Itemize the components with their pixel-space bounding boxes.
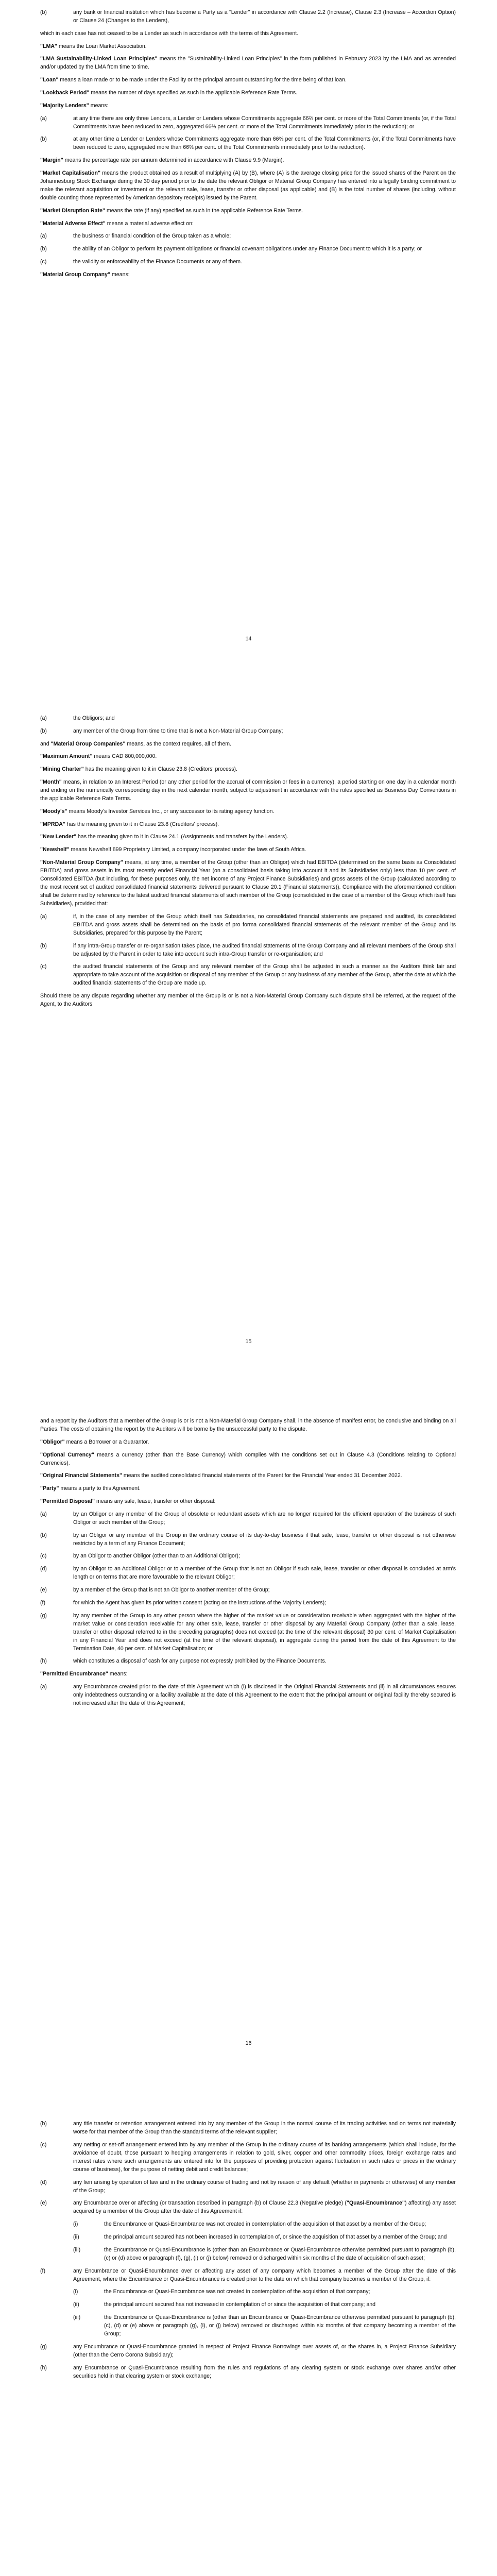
paragraph-text: any netting or set-off arrangement entered into by any member of the Group in the ordinary course of its banking arrangements (which shall include, for the avoidance of doubt, those pursuant to hedging arrangements in relation to gold, silver, copper and other commodity prices, foreign exchange rates and interest rates where such arrangements are entered into for the purposes of providing protection against fluctuation in such rates or prices in the ordinary course of business), for the purpose of netting debit and credit balances; — [73, 2141, 456, 2173]
list-item — [40, 114, 456, 131]
list-item — [40, 135, 456, 151]
list-label: (b) — [40, 2121, 47, 2127]
list-text — [73, 962, 456, 987]
list-label: (iii) — [73, 2314, 81, 2320]
list-text — [73, 8, 456, 25]
paragraph-text: means the audited consolidated financial statements of the Parent for the Financial Year ended 31 December 2022. — [122, 1472, 402, 1479]
defined-term: "Mining Charter" — [40, 766, 84, 773]
paragraph-text: means Moody's Investor Services Inc., or any successor to its rating agency function. — [67, 808, 275, 815]
list-text — [104, 2233, 456, 2241]
paragraph-text: any bank or financial institution which has become a Party as a "Lender" in accordance with Clause 2.2 (Increase), Clause 2.3 (Increase – Accordion Option) or Clause 24 (Changes to the Lenders), — [73, 9, 456, 24]
paragraph — [40, 169, 456, 202]
list-label: (c) — [40, 963, 47, 970]
list-item — [40, 2120, 456, 2136]
list-text — [73, 1612, 456, 1653]
defined-term: "Obligor" — [40, 1438, 65, 1445]
paragraph — [40, 29, 456, 38]
paragraph-text: the principal amount secured has not increased in contemplation of or since the acquisition of that company; and — [104, 2301, 376, 2308]
paragraph-text: ) affecting) any asset acquired by a member of the Group after the date of this Agreement if: — [73, 2200, 456, 2215]
list-label: (a) — [40, 913, 47, 920]
list-label: (b) — [40, 136, 47, 143]
paragraph — [40, 89, 456, 97]
paragraph — [40, 807, 456, 816]
paragraph-text: means a material adverse effect on: — [105, 220, 194, 227]
defined-term: "Material Adverse Effect" — [40, 220, 106, 227]
paragraph-text: which in each case has not ceased to be a Lender as such in accordance with the terms of this Agreement. — [40, 30, 299, 37]
paragraph-text: means, as the context requires, all of them. — [125, 740, 231, 747]
paragraph-text: means the percentage rate per annum determined in accordance with Clause 9.9 (Margin). — [63, 157, 284, 164]
defined-term: "Non-Material Group Company" — [40, 859, 124, 866]
list-label: (b) — [40, 1532, 47, 1538]
list-item — [40, 1683, 456, 1707]
paragraph-text: means, in relation to an Interest Period (or any other period for the accrual of commission or fees in a currency), a period starting on one day in a calendar month and ending on the numerically corresponding day in the next calendar month, subject to adjustment in accordance with the rules specified as Business Day Conventions in the applicable Reference Rate Terms. — [40, 778, 456, 802]
paragraph-text: means the rate (if any) specified as such in the applicable Reference Rate Terms. — [105, 207, 303, 214]
list-item — [40, 245, 456, 253]
list-text — [73, 1657, 456, 1665]
paragraph-text: means Newshelf 899 Proprietary Limited, a company incorporated under the laws of South Africa. — [69, 846, 306, 853]
paragraph-text: means a currency (other than the Base Currency) which complies with the conditions set out in Clause 4.3 (Conditions relating to Optional Currencies). — [40, 1451, 456, 1466]
paragraph-text: at any other time a Lender or Lenders whose Commitments aggregate more than 66⅔ per cent. of the Total Commitments (or, if the Total Commitments have been reduced to zero, aggregated more than 66⅔ per cent. of the Total Commitments immediately prior to the reduction). — [73, 136, 456, 151]
list-label: (a) — [40, 1511, 47, 1517]
list-text — [73, 245, 456, 253]
list-label: (b) — [40, 246, 47, 252]
list-text — [73, 1599, 456, 1607]
paragraph-text: at any time there are only three Lenders, a Lender or Lenders whose Commitments aggregate 66⅔ per cent. or more of the Total Commitments (or, if the Total Commitments have been reduced to zero, aggregated 66⅔ per cent. or more of the Total Commitments immediately prior to the reduction); or — [73, 115, 456, 130]
list-item — [40, 258, 456, 266]
text-prefix: any Encumbrance over or affecting (or transaction described in paragraph (b) of Clause 22.3 (Negative pledge) ( — [73, 2200, 347, 2207]
defined-term: "Margin" — [40, 157, 63, 164]
defined-term: "Majority Lenders" — [40, 102, 89, 109]
list-label: (a) — [40, 1683, 47, 1690]
paragraph-text: the Encumbrance or Quasi-Encumbrance is (other than an Encumbrance or Quasi-Encumbrance otherwise permitted pursuant to paragraph (b), (c) or (d) above or paragraph (f), (g), (i) or (j) below) removed or discharged within six months of the date of acquisition of such asset; — [104, 2246, 456, 2261]
list-label: (c) — [40, 1553, 47, 1560]
list-label: (b) — [40, 942, 47, 949]
paragraph-text: by a member of the Group that is not an Obligor to another member of the Group; — [73, 1586, 270, 1593]
paragraph-text: any Encumbrance created prior to the date of this Agreement which (i) is disclosed in the Original Financial Statements and (ii) in all circumstances secures only indebtedness outstanding or a facility available at the date of this Agreement to the extent that the principal amount or original facility thereby secured is not increased after the date of this Agreement; — [73, 1683, 456, 1706]
paragraph — [40, 1670, 456, 1678]
list-item — [40, 1599, 456, 1607]
paragraph-text: the Encumbrance or Quasi-Encumbrance is (other than an Encumbrance or Quasi-Encumbrance otherwise permitted pursuant to paragraph (b), (c), (d) or (e) above or paragraph (g), (i), or (j) below) removed or discharged within six months of that company becoming a member of the Group; — [104, 2314, 456, 2337]
list-text — [73, 1565, 456, 1581]
list-text — [73, 2141, 456, 2174]
list-text — [73, 114, 456, 131]
defined-term: "Loan" — [40, 77, 59, 83]
list-item — [40, 232, 456, 240]
defined-term: "LMA Sustainability-Linked Loan Principles" — [40, 56, 158, 62]
list-item — [40, 1586, 456, 1594]
list-label: (i) — [73, 2289, 78, 2295]
list-text — [73, 1586, 456, 1594]
paragraph-text: the validity or enforceability of the Finance Documents or any of them. — [73, 258, 242, 265]
paragraph — [40, 820, 456, 828]
defined-term: "Permitted Disposal" — [40, 1498, 95, 1504]
page-15-content — [40, 714, 456, 1013]
defined-term: "Party" — [40, 1485, 59, 1492]
list-label: (e) — [40, 1586, 47, 1593]
list-label: (h) — [40, 1658, 47, 1665]
paragraph-text: means CAD 800,000,000. — [92, 753, 157, 760]
list-item — [40, 1612, 456, 1653]
list-item — [40, 2343, 456, 2359]
paragraph-text: which constitutes a disposal of cash for any purpose not expressly prohibited by the Finance Documents. — [73, 1658, 327, 1665]
list-label: (f) — [40, 2267, 45, 2274]
paragraph — [40, 778, 456, 803]
paragraph — [40, 752, 456, 760]
paragraph-text: the Obligors; and — [73, 715, 115, 721]
paragraph-text: means a loan made or to be made under the Facility or the principal amount outstanding for the time being of that loan. — [58, 77, 347, 83]
list-text — [73, 2267, 456, 2283]
paragraph — [40, 1438, 456, 1446]
list-label: (iii) — [73, 2246, 81, 2253]
list-label: (g) — [40, 1612, 47, 1619]
defined-term: "MPRDA" — [40, 821, 65, 827]
sub-list-item — [73, 2313, 456, 2338]
paragraph-text: means, at any time, a member of the Group (other than an Obligor) which had EBITDA (determined on the same basis as Consolidated EBITDA) and gross assets in its most recently ended Financial Year (on a consolidated basis taking into account it and its Subsidiaries only) less than 10 per cent. of Consolidated EBITDA (but including, for these purposes only, the net income of any Project Finance Subsidiaries) and gross assets of the Group (calculated according to the most recent set of audited consolidated financial statements delivered pursuant to Clause 20.1 (Financial statements)). Compliance with the aforementioned condition shall be determined by reference to the latest audited financial statements of such member of the Group (consolidated in the case of a member of the Group which itself has Subsidiaries), provided that: — [40, 859, 456, 907]
paragraph-text: means: — [108, 1671, 128, 1677]
list-item — [40, 942, 456, 958]
list-text — [73, 1683, 456, 1707]
defined-term: "Market Disruption Rate" — [40, 207, 106, 214]
paragraph-text: if, in the case of any member of the Group which itself has Subsidiaries, no consolidated financial statements are prepared and audited, its consolidated EBITDA and gross assets shall be determined on the basis of pro forma consolidated financial statements of the relevant member of the Group and its Subsidiaries, prepared for this purpose by the Parent; — [73, 913, 456, 936]
list-item — [40, 2178, 456, 2195]
paragraph-text: the ability of an Obligor to perform its payment obligations or financial covenant obligations under any Finance Document to which it is a party; or — [73, 246, 422, 252]
page-14-content — [40, 8, 456, 283]
paragraph-text: means a party to this Agreement. — [59, 1485, 141, 1492]
paragraph-text: by any member of the Group to any other person where the higher of the market value or consideration receivable when aggregated with the higher of the market value or consideration receivable for any other sale, lease, transfer or other disposal by any Material Group Company (other than a sale, lease, transfer or other disposal referred to in the preceding paragraphs) does not exceed (at the time of the relevant disposal) 30 per cent. of Market Capitalisation in any Financial Year and does not exceed (at the time of the relevant disposal), in aggregate during the period from the date of this Agreement to the Termination Date, 40 per cent. of Market Capitalisation; or — [73, 1612, 456, 1652]
sub-list-item — [73, 2300, 456, 2309]
sub-list-item — [73, 2287, 456, 2296]
list-label: (b) — [40, 727, 47, 734]
paragraph-text: the Encumbrance or Quasi-Encumbrance was not created in contemplation of the acquisition of that company; — [104, 2289, 370, 2295]
paragraph — [40, 845, 456, 854]
paragraph-text: and a report by the Auditors that a member of the Group is or is not a Non-Material Group Company shall, in the absence of manifest error, be conclusive and binding on all Parties. The costs of obtaining the report by the Auditors will be borne by the unsuccessful party to the dispute. — [40, 1418, 456, 1432]
paragraph-text: by an Obligor to another Obligor (other than to an Additional Obligor); — [73, 1553, 240, 1560]
list-item — [40, 8, 456, 25]
paragraph — [40, 207, 456, 215]
list-label: (e) — [40, 2200, 47, 2207]
paragraph — [40, 76, 456, 84]
paragraph-text: any title transfer or retention arrangement entered into by any member of the Group in the normal course of its trading activities and on terms not materially worse for that member of the Group than the standard terms of the relevant supplier; — [73, 2121, 456, 2135]
list-label: (h) — [40, 2364, 47, 2371]
list-item — [40, 714, 456, 722]
paragraph-text: by an Obligor to an Additional Obligor or to a member of the Group that is not an Obligor if such sale, lease, transfer or other disposal is concluded at arm's length or on terms that are more favourable to the relevant Obligor; — [73, 1566, 456, 1581]
paragraph-text: the business or financial condition of the Group taken as a whole; — [73, 233, 231, 240]
page-number: 14 — [245, 636, 252, 642]
list-text — [104, 2287, 456, 2296]
list-label: (ii) — [73, 2301, 79, 2308]
text-prefix: and — [40, 740, 51, 747]
list-label: (g) — [40, 2343, 47, 2350]
page-17-content — [40, 2120, 456, 2384]
paragraph-text: by an Obligor or any member of the Group of obsolete or redundant assets which are no longer required for the efficient operation of the business of such Obligor or such member of the Group; — [73, 1511, 456, 1526]
paragraph — [40, 833, 456, 841]
list-item — [40, 1552, 456, 1560]
defined-term: "Permitted Encumbrance" — [40, 1671, 108, 1677]
paragraph — [40, 858, 456, 908]
list-text — [73, 942, 456, 958]
defined-term: "LMA" — [40, 43, 57, 49]
list-item — [40, 2267, 456, 2283]
list-text — [73, 1552, 456, 1560]
list-text — [73, 1531, 456, 1548]
paragraph-text: means the "Sustainability-Linked Loan Principles" in the form published in February 2023 by the LMA and as amended and/or updated by the LMA from time to time. — [40, 56, 456, 71]
list-text — [73, 2178, 456, 2195]
list-text — [104, 2300, 456, 2309]
paragraph-text: has the meaning given to it in Clause 23.8 (Creditors' process). — [65, 821, 219, 827]
list-text — [73, 2364, 456, 2380]
defined-term: "Material Group Companies" — [50, 740, 126, 747]
paragraph — [40, 765, 456, 773]
paragraph — [40, 101, 456, 110]
defined-term: "New Lender" — [40, 834, 77, 840]
sub-list-item — [73, 2246, 456, 2262]
list-item — [40, 727, 456, 735]
list-item — [40, 1657, 456, 1665]
list-text — [104, 2313, 456, 2338]
list-label: (d) — [40, 1566, 47, 1572]
paragraph-text: any Encumbrance or Quasi-Encumbrance over or affecting any asset of any company which becomes a member of the Group after the date of this Agreement, where the Encumbrance or Quasi-Encumbrance is created prior to the date on which that company becomes a member of the Group, if: — [73, 2267, 456, 2282]
list-item — [40, 962, 456, 987]
paragraph-text: Should there be any dispute regarding whether any member of the Group is or is not a Non-Material Group Company such dispute shall be referred, at the request of the Agent, to the Auditors — [40, 993, 456, 1008]
list-item — [40, 1531, 456, 1548]
list-label: (a) — [40, 115, 47, 122]
paragraph-text: means: — [110, 271, 130, 278]
sub-list-item — [73, 2220, 456, 2228]
page-number: 15 — [245, 1338, 252, 1345]
paragraph-text: means any sale, lease, transfer or other disposal: — [95, 1498, 216, 1504]
page-16-content — [40, 1417, 456, 1712]
list-text — [73, 727, 456, 735]
defined-term: "Optional Currency" — [40, 1451, 94, 1458]
defined-term: "Original Financial Statements" — [40, 1472, 122, 1479]
paragraph — [40, 55, 456, 71]
page-number: 16 — [245, 2040, 252, 2046]
paragraph-text: means the number of days specified as such in the applicable Reference Rate Terms. — [89, 89, 298, 96]
paragraph-text: means the Loan Market Association. — [57, 43, 147, 49]
defined-term: "Quasi-Encumbrance" — [346, 2200, 405, 2207]
list-text — [73, 2199, 456, 2215]
list-label: (c) — [40, 2141, 47, 2148]
list-text — [104, 2220, 456, 2228]
paragraph-text: by an Obligor or any member of the Group in the ordinary course of its day-to-day business if that sale, lease, transfer or other disposal is not otherwise restricted by a term of any Finance Document; — [73, 1532, 456, 1547]
list-label: (c) — [40, 258, 47, 265]
paragraph — [40, 219, 456, 228]
paragraph-text: means: — [89, 102, 109, 109]
paragraph-text: if any intra-Group transfer or re-organisation takes place, the audited financial statements of the Group Company and all relevant members of the Group shall be adjusted by the Parent in order to take into account such intra-Group transfer or re-organisation; and — [73, 942, 456, 957]
list-label: (f) — [40, 1599, 45, 1606]
list-text — [73, 714, 456, 722]
paragraph — [40, 1497, 456, 1505]
defined-term: "Month" — [40, 778, 62, 785]
paragraph-text: any lien arising by operation of law and in the ordinary course of trading and not by reason of any default (whether in payments or otherwise) of any member of the Group; — [73, 2179, 456, 2194]
paragraph-text: has the meaning given to it in Clause 24.1 (Assignments and transfers by the Lenders). — [76, 834, 288, 840]
defined-term: "Newshelf" — [40, 846, 70, 853]
list-item — [40, 1510, 456, 1527]
paragraph-text: for which the Agent has given its prior written consent (acting on the instructions of the Majority Lenders); — [73, 1599, 327, 1606]
list-label: (i) — [73, 2221, 78, 2228]
paragraph-text: any Encumbrance or Quasi-Encumbrance resulting from the rules and regulations of any clearing system or stock exchange over shares and/or other securities held in that clearing system or stock exchange; — [73, 2364, 456, 2379]
list-text — [73, 258, 456, 266]
list-label: (a) — [40, 715, 47, 721]
paragraph — [40, 1471, 456, 1480]
list-text — [73, 2343, 456, 2359]
paragraph — [40, 1451, 456, 1467]
list-text — [73, 232, 456, 240]
defined-term: "Maximum Amount" — [40, 753, 93, 760]
paragraph-text: has the meaning given to it in Clause 23.8 (Creditors' process). — [83, 766, 238, 773]
list-label: (d) — [40, 2179, 47, 2185]
defined-term: "Material Group Company" — [40, 271, 111, 278]
list-item — [40, 1565, 456, 1581]
list-text — [104, 2246, 456, 2262]
paragraph-text: the Encumbrance or Quasi-Encumbrance was not created in contemplation of the acquisition of that asset by a member of the Group; — [104, 2221, 426, 2228]
paragraph — [40, 270, 456, 279]
list-label: (a) — [40, 233, 47, 240]
list-text — [73, 912, 456, 937]
list-item — [40, 2199, 456, 2215]
paragraph — [40, 1484, 456, 1493]
list-label: (ii) — [73, 2233, 79, 2240]
list-text — [73, 135, 456, 151]
defined-term: "Moody's" — [40, 808, 67, 815]
sub-list-item — [73, 2233, 456, 2241]
paragraph — [40, 740, 456, 748]
list-label: (b) — [40, 9, 47, 15]
paragraph — [40, 992, 456, 1008]
list-item — [40, 2364, 456, 2380]
paragraph-text: any member of the Group from time to time that is not a Non-Material Group Company; — [73, 727, 283, 734]
paragraph-text: means a Borrower or a Guarantor. — [64, 1438, 149, 1445]
paragraph-text: means the product obtained as a result of multiplying (A) by (B), where (A) is the average closing price for the issued shares of the Parent on the Johannesburg Stock Exchange during the 30 day period prior to the date the relevant Obligor or Material Group Company has entered into a legally binding commitment to make the relevant acquisition or investment or the relevant sale, lease, transfer or other disposal (as applicable) and (B) is the total number of shares (including, without double counting those represented by American depository receipts) issued by the Parent. — [40, 170, 456, 201]
defined-term: "Market Capitalisation" — [40, 170, 100, 176]
list-item — [40, 2141, 456, 2174]
list-item — [40, 912, 456, 937]
paragraph-text: any Encumbrance or Quasi-Encumbrance granted in respect of Project Finance Borrowings over assets of, or the shares in, a Project Finance Subsidiary (other than the Cerro Corona Subsidiary); — [73, 2343, 456, 2358]
defined-term: "Lookback Period" — [40, 89, 90, 96]
paragraph — [40, 1417, 456, 1433]
list-text — [73, 1510, 456, 1527]
paragraph — [40, 42, 456, 50]
paragraph-text: the audited financial statements of the Group and any relevant member of the Group shall be adjusted in such a manner as the Auditors think fair and appropriate to take account of the acquisition or disposal of any member of the Group or any business of any member of the Group, after the date at which the audited financial statements of the Group are made up. — [73, 963, 456, 987]
paragraph — [40, 156, 456, 164]
list-text — [73, 2120, 456, 2136]
paragraph-text: the principal amount secured has not been increased in contemplation of, or since the acquisition of that asset by a member of the Group; and — [104, 2233, 447, 2240]
